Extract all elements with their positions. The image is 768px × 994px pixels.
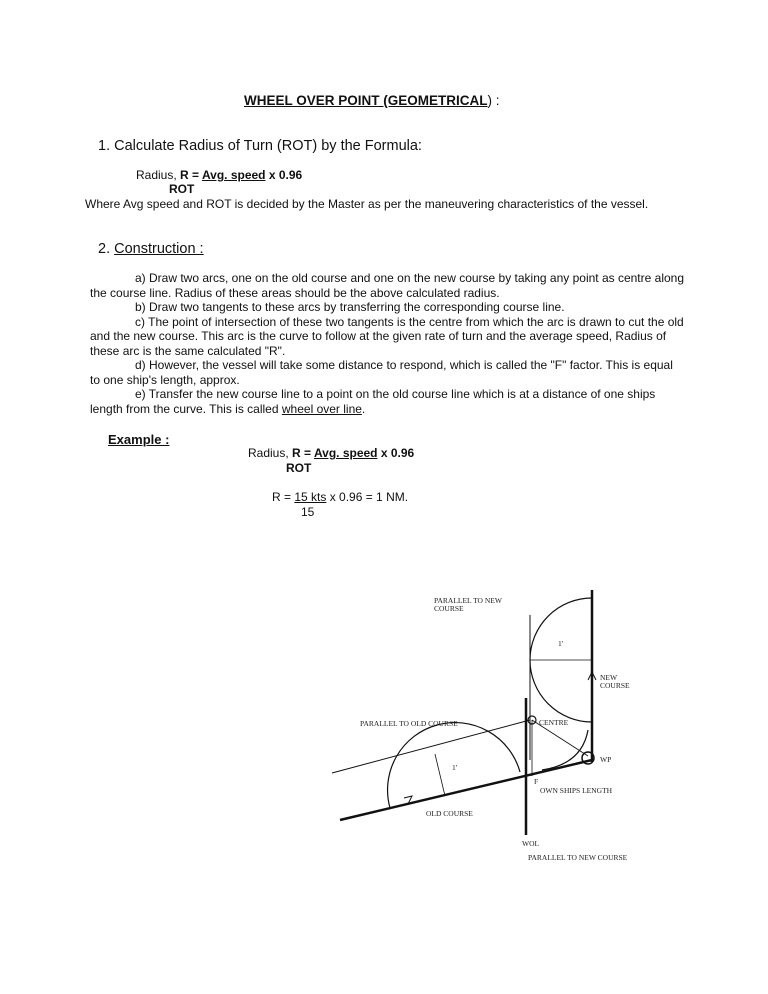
page-title: WHEEL OVER POINT (GEOMETRICAL) : [244,93,500,108]
step-2-heading: 2. Construction : [98,241,204,257]
label-parallel-new-top-2: COURSE [434,604,464,613]
radius-line-bottom [435,754,445,796]
label-new-course: NEW [600,673,618,682]
step-b: b) Draw two tangents to these arcs by transferring the corresponding course line. [135,300,565,314]
formula: Radius, R = Avg. speed x 0.96 [136,168,303,182]
label-parallel-old: PARALLEL TO OLD COURSE [360,719,458,728]
formula-note: Where Avg speed and ROT is decided by the Master as per the maneuvering characteristics of the vessel. [85,197,649,211]
step-e: e) Transfer the new course line to a point on the old course line which is at a distance of one ships length from the curve. This is called wheel over line. [90,387,656,416]
diagram-svg [320,580,660,870]
step-d: d) However, the vessel will take some distance to respond, which is called the "F" factor. This is equal to one ship's length, approx. [90,358,673,387]
label-radius-top: 1' [558,639,564,648]
label-wol: WOL [522,839,540,848]
formula-denominator: ROT [169,182,195,196]
label-radius-bottom: 1' [452,763,458,772]
example-formula-denominator: ROT [286,461,312,475]
construction-steps [90,271,686,416]
label-own-ship-length: OWN SHIPS LENGTH [540,786,613,795]
wheel-over-diagram [320,580,660,875]
example-label: Example : [108,432,170,447]
example-denominator: 15 [301,505,315,519]
label-centre: CENTRE [539,718,569,727]
step-a: a) Draw two arcs, one on the old course and one on the new course by taking any point as centre along the course line. Radius of these areas should be the above calculated radius. [90,271,684,300]
example-formula: Radius, R = Avg. speed x 0.96 [248,446,415,460]
label-old-course: OLD COURSE [426,809,473,818]
label-parallel-new-bottom: PARALLEL TO NEW COURSE [528,853,628,862]
label-new-course-2: COURSE [600,681,630,690]
label-f: F [534,777,539,786]
step-1-heading: 1. Calculate Radius of Turn (ROT) by the Formula: [98,138,422,154]
step-c: c) The point of intersection of these two tangents is the centre from which the arc is drawn to cut the old and the new course. This arc is the curve to follow at the given rate of turn and the average speed, Radius of these arc is the same calculated "R". [90,314,684,358]
label-wp: WP [600,755,612,764]
label-parallel-new-top: PARALLEL TO NEW [434,596,502,605]
turning-curve [542,730,588,770]
example-calculation: R = 15 kts x 0.96 = 1 NM. [272,490,409,504]
